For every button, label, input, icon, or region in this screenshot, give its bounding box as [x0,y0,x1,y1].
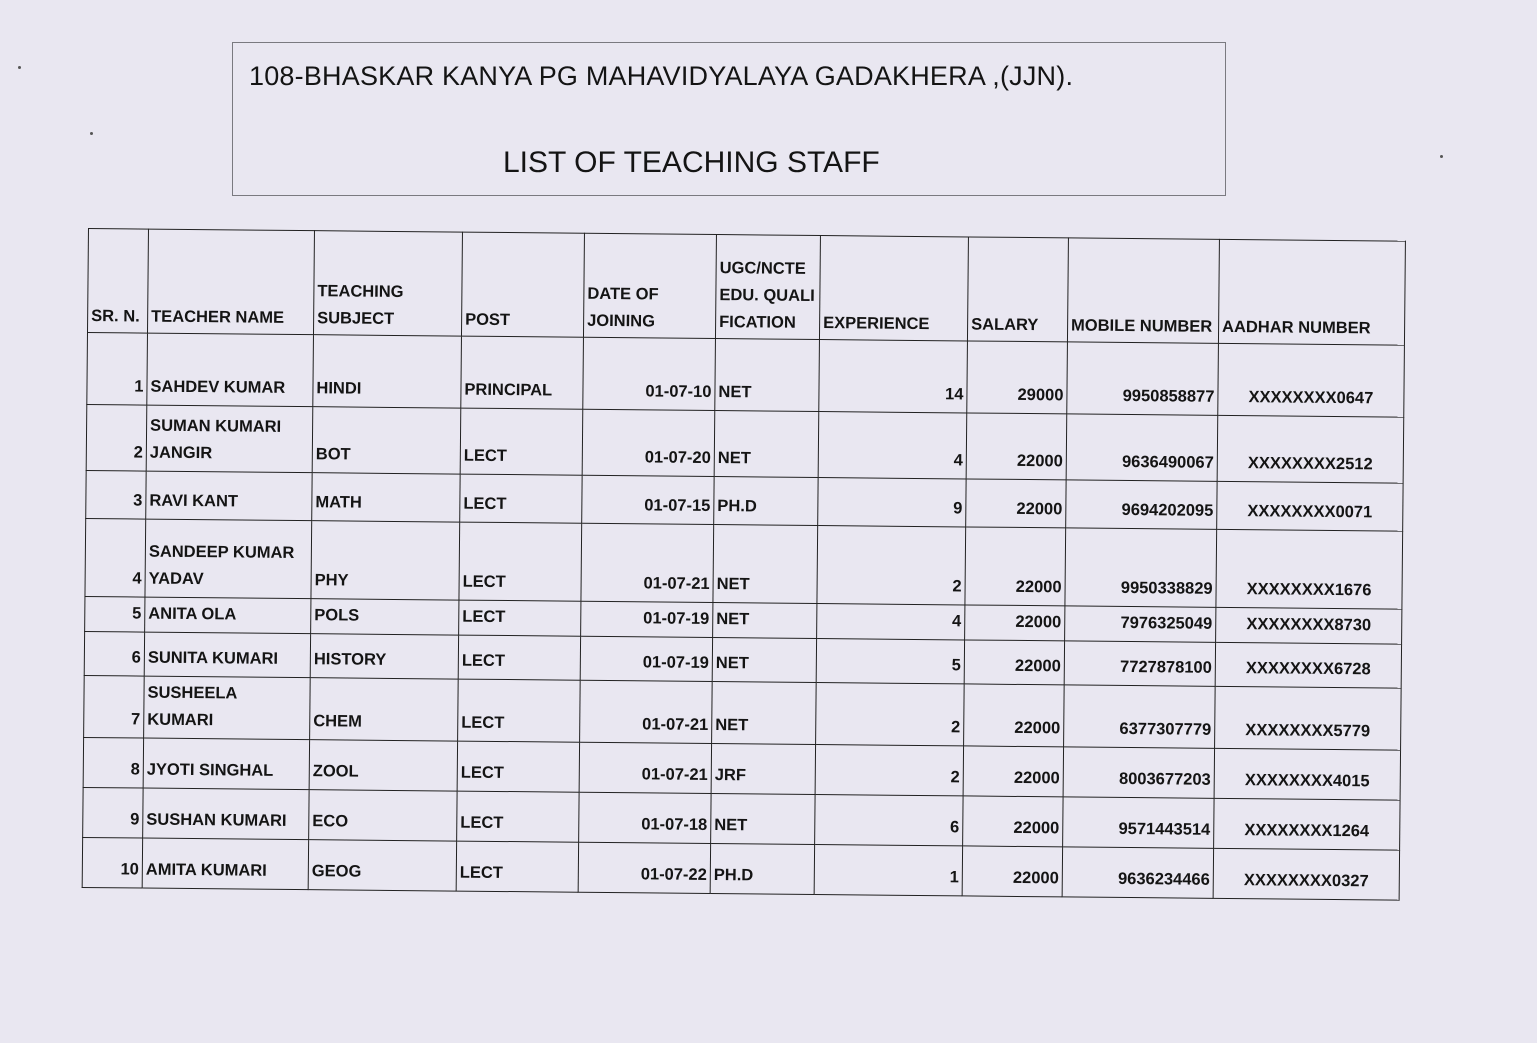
mobile-number-cell: 9571443514 [1063,797,1214,848]
aadhar-number-cell: XXXXXXXX8730 [1216,607,1402,644]
post-cell: LECT [457,741,579,792]
qualification-cell: NET [712,682,817,745]
teaching-subject-cell: PHY [311,521,460,600]
qualification-cell: NET [712,638,816,683]
qualification-cell: NET [713,525,818,604]
column-header-mobile-number: MOBILE NUMBER [1067,238,1219,343]
experience-cell: 2 [816,683,965,746]
experience-cell: 5 [816,639,964,684]
date-of-joining-cell: 01-07-21 [579,742,711,793]
sr-cell: 2 [86,404,147,471]
column-header-qualification: UGC/NCTE EDU. QUALIFICATION [715,235,820,340]
post-cell: LECT [458,635,580,680]
aadhar-number-cell: XXXXXXXX6728 [1215,642,1401,688]
table-row [86,404,1404,483]
experience-cell: 2 [817,526,966,605]
scan-speck [90,132,93,135]
salary-cell: 22000 [963,746,1063,797]
teacher-name-cell: RAVI KANT [146,471,312,521]
teaching-subject-cell: HINDI [313,335,462,408]
salary-cell: 22000 [966,413,1067,480]
experience-cell: 9 [818,478,966,527]
table-row [85,518,1403,609]
mobile-number-cell: 9950858877 [1067,342,1219,415]
date-of-joining-cell: 01-07-19 [581,601,713,637]
date-of-joining-cell: 01-07-18 [579,792,711,843]
teacher-name-cell: JYOTI SINGHAL [143,738,309,790]
column-header-date-of-joining: DATE OF JOINING [583,233,716,338]
table-header-row [87,229,1405,346]
column-header-teaching-subject: TEACHING SUBJECT [313,231,462,336]
teaching-subject-cell: ZOOL [309,740,457,791]
teaching-staff-table [82,228,1406,901]
qualification-cell: NET [715,339,820,412]
teaching-subject-cell: ECO [309,790,457,841]
date-of-joining-cell: 01-07-20 [582,409,715,476]
sr-cell: 7 [84,675,145,738]
teacher-name-cell: SAHDEV KUMAR [147,333,314,407]
qualification-cell: NET [711,794,815,845]
mobile-number-cell: 9950338829 [1065,528,1217,607]
teaching-subject-cell: HISTORY [310,634,458,679]
table-row [87,333,1405,418]
scan-speck [1440,155,1443,158]
aadhar-number-cell: XXXXXXXX2512 [1217,415,1404,483]
date-of-joining-cell: 01-07-21 [581,523,714,602]
salary-cell: 22000 [966,479,1066,528]
sr-cell: 9 [83,787,143,838]
experience-cell: 1 [814,845,962,896]
school-name: 108-BHASKAR KANYA PG MAHAVIDYALAYA GADAKHERA ,(JJN). [249,61,1074,91]
post-cell: LECT [458,679,581,742]
mobile-number-cell: 9694202095 [1066,480,1217,529]
date-of-joining-cell: 01-07-10 [583,337,716,410]
experience-cell: 2 [815,745,963,796]
aadhar-number-cell: XXXXXXXX0327 [1213,848,1399,900]
post-cell: PRINCIPAL [461,336,584,409]
teacher-name-cell: AMITA KUMARI [142,838,308,890]
mobile-number-cell: 9636234466 [1062,847,1213,898]
teacher-name-cell: SUSHEELA KUMARI [144,676,311,740]
post-cell: LECT [460,408,583,475]
post-cell: LECT [457,791,579,842]
teaching-subject-cell: POLS [311,599,459,635]
qualification-cell: PH.D [710,844,814,895]
experience-cell: 14 [819,340,968,413]
salary-cell: 22000 [965,605,1065,641]
column-header-sr: SR. N. [87,229,148,334]
post-cell: LECT [459,522,582,601]
teacher-name-cell: ANITA OLA [145,597,311,634]
sr-cell: 10 [82,837,142,888]
sr-cell: 3 [86,470,146,519]
salary-cell: 22000 [963,796,1063,847]
column-header-aadhar-number: AADHAR NUMBER [1218,239,1405,345]
salary-cell: 22000 [962,846,1062,897]
qualification-cell: NET [714,411,819,478]
date-of-joining-cell: 01-07-21 [580,680,713,743]
sr-cell: 5 [85,596,145,632]
teaching-subject-cell: BOT [312,407,461,474]
experience-cell: 4 [817,604,965,640]
mobile-number-cell: 7976325049 [1065,606,1216,642]
aadhar-number-cell: XXXXXXXX5779 [1215,686,1402,750]
aadhar-number-cell: XXXXXXXX4015 [1214,748,1400,800]
post-cell: LECT [456,841,578,892]
column-header-salary: SALARY [967,237,1068,342]
salary-cell: 22000 [964,684,1065,747]
sr-cell: 6 [84,631,144,676]
salary-cell: 29000 [967,341,1068,414]
aadhar-number-cell: XXXXXXXX1264 [1214,798,1400,850]
mobile-number-cell: 6377307779 [1064,685,1216,748]
teaching-subject-cell: CHEM [310,678,459,741]
sr-cell: 1 [87,333,148,406]
column-header-teacher-name: TEACHER NAME [147,229,314,335]
scan-speck [18,66,21,69]
teacher-name-cell: SUNITA KUMARI [144,632,310,678]
column-header-experience: EXPERIENCE [819,236,968,341]
salary-cell: 22000 [964,640,1064,685]
mobile-number-cell: 7727878100 [1064,641,1215,686]
mobile-number-cell: 9636490067 [1066,414,1218,481]
salary-cell: 22000 [965,527,1066,606]
post-cell: LECT [460,474,582,523]
qualification-cell: NET [713,603,817,639]
sr-cell: 8 [83,737,143,788]
teacher-name-cell: SUMAN KUMARI JANGIR [146,405,313,473]
experience-cell: 4 [818,412,967,479]
list-title: LIST OF TEACHING STAFF [503,146,880,179]
teacher-name-cell: SUSHAN KUMARI [143,788,309,840]
header-box [232,42,1226,196]
teaching-subject-cell: MATH [312,473,460,522]
aadhar-number-cell: XXXXXXXX1676 [1216,529,1403,609]
aadhar-number-cell: XXXXXXXX0647 [1218,343,1405,417]
post-cell: LECT [459,600,581,636]
qualification-cell: JRF [711,744,815,795]
experience-cell: 6 [815,795,963,846]
aadhar-number-cell: XXXXXXXX0071 [1217,481,1403,531]
teaching-subject-cell: GEOG [308,840,456,891]
sr-cell: 4 [85,518,146,597]
date-of-joining-cell: 01-07-19 [580,636,712,681]
date-of-joining-cell: 01-07-22 [578,842,710,893]
mobile-number-cell: 8003677203 [1063,747,1214,798]
date-of-joining-cell: 01-07-15 [582,475,714,524]
column-header-post: POST [461,232,584,337]
teacher-name-cell: SANDEEP KUMAR YADAV [145,519,312,599]
qualification-cell: PH.D [714,477,818,526]
